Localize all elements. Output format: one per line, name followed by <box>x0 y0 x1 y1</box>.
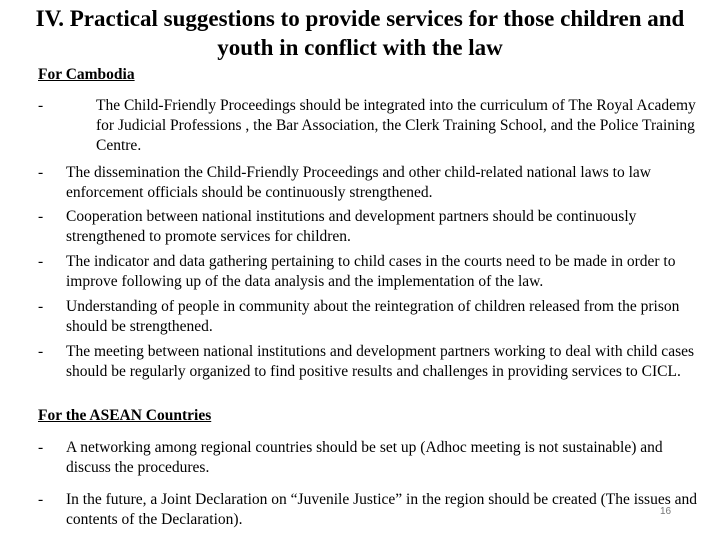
bullet-dash: - <box>38 439 44 456</box>
bullet-dash: - <box>38 208 44 225</box>
bullet-dash: - <box>38 298 44 315</box>
bullet-dash: - <box>38 164 44 181</box>
list-item-text: In the future, a Joint Declaration on “Juvenile Justice” in the region should be created (The issues and contents of the Declaration). <box>66 491 697 528</box>
list-item-text: The dissemination the Child-Friendly Proceedings and other child-related national laws to law enforcement officials should be continuously strengthened. <box>66 164 651 201</box>
section-heading-asean: For the ASEAN Countries <box>38 407 212 424</box>
section-heading-cambodia: For Cambodia <box>38 66 135 83</box>
page-number: 16 <box>660 506 672 517</box>
bullet-dash: - <box>38 343 44 360</box>
list-item-text: The meeting between national institutions and development partners working to deal with child cases should be regularly organized to find positive results and challenges in providing services to CICL. <box>66 343 695 380</box>
slide-title: IV. Practical suggestions to provide services for those children and youth in conflict with the law <box>35 6 685 60</box>
bullet-dash: - <box>38 253 44 270</box>
list-item-text: A networking among regional countries should be set up (Adhoc meeting is not sustainable) and discuss the procedures. <box>66 439 663 476</box>
bullet-dash: - <box>38 491 44 508</box>
list-item-text: Understanding of people in community about the reintegration of children released from the prison should be strengthened. <box>66 298 680 335</box>
list-item-text: The indicator and data gathering pertaining to child cases in the courts need to be made in order to improve following up of the data analysis and the implementation of the law. <box>66 253 676 290</box>
list-item-text: The Child-Friendly Proceedings should be integrated into the curriculum of The Royal Academy for Judicial Professions , the Bar Association, the Clerk Training School, and the Police Training Centre. <box>96 97 696 154</box>
bullet-dash: - <box>38 97 44 114</box>
list-item-text: Cooperation between national institutions and development partners should be continuously strengthened to promote services for children. <box>66 208 637 245</box>
